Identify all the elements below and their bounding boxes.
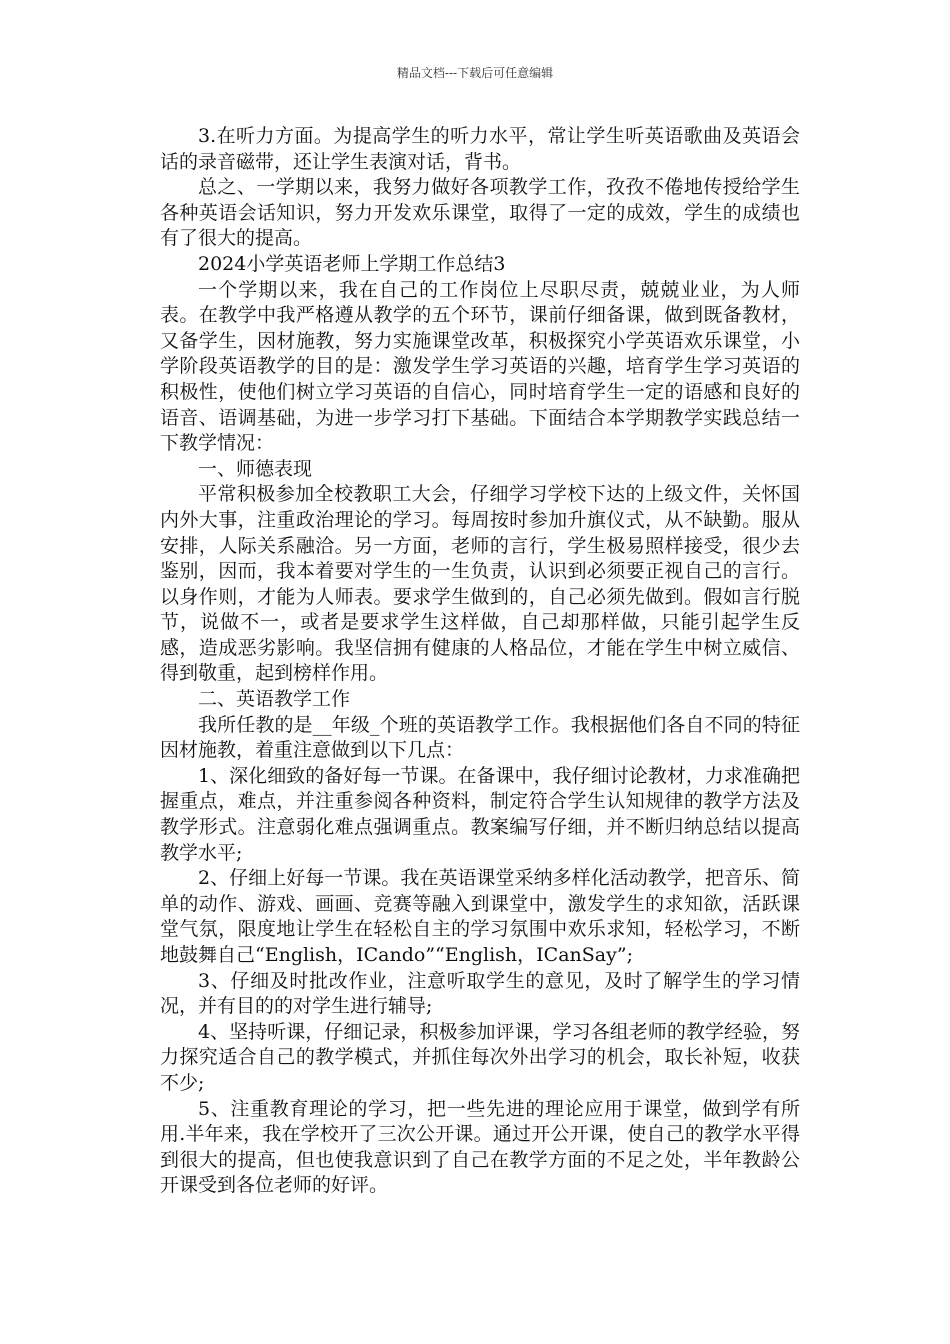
list-item-4: 4、坚持听课，仔细记录，积极参加评课，学习各组老师的教学经验，努力探究适合自己的教学模式，并抓住每次外出学习的机会，取长补短，收获不少; — [160, 1020, 800, 1094]
list-item-1: 1、深化细致的备好每一节课。在备课中，我仔细讨论教材，力求准确把握重点，难点，并注重参阅各种资料，制定符合学生认知规律的教学方法及教学形式。注意弱化难点强调重点。教案编写仔细，并不断归纳总结以提高教学水平; — [160, 764, 800, 864]
heading-ethics: 一、师德表现 — [198, 457, 313, 480]
paragraph-listening: 3.在听力方面。为提高学生的听力水平，常让学生听英语歌曲及英语会话的录音磁带，还让学生表演对话，背书。 — [160, 125, 800, 173]
document-body — [160, 124, 800, 1199]
list-item-2: 2、仔细上好每一节课。我在英语课堂采纳多样化活动教学，把音乐、简单的动作、游戏、画画、竞赛等融入到课堂中，激发学生的求知欲，活跃课堂气氛，限度地让学生在轻松自主的学习氛围中欢乐求知，轻松学习，不断地鼓舞自己“English，ICando”“English，ICanSay”; — [160, 867, 800, 966]
paragraph-ethics: 平常积极参加全校教职工大会，仔细学习学校下达的上级文件，关怀国内外大事，注重政治理论的学习。每周按时参加升旗仪式，从不缺勤。服从安排，人际关系融洽。另一方面，老师的言行，学生极易照样接受，很少去鉴别，因而，我本着要对学生的一生负责，认识到必须要正视自己的言行。以身作则，才能为人师表。要求学生做到的，自己必须先做到。假如言行脱节，说做不一，或者是要求学生这样做，自己却那样做，只能引起学生反感，造成恶劣影响。我坚信拥有健康的人格品位，才能在学生中树立威信、得到敬重，起到榜样作用。 — [160, 483, 800, 685]
paragraph-intro: 一个学期以来，我在自己的工作岗位上尽职尽责，兢兢业业，为人师表。在教学中我严格遵从教学的五个环节，课前仔细备课，做到既备教材，又备学生，因材施教，努力实施课堂改革，积极探究小学英语欢乐课堂，小学阶段英语教学的目的是：激发学生学习英语的兴趣，培育学生学习英语的积极性，使他们树立学习英语的自信心，同时培育学生一定的语感和良好的语音、语调基础，为进一步学习打下基础。下面结合本学期教学实践总结一下教学情况： — [160, 278, 800, 455]
heading-teaching: 二、英语教学工作 — [198, 688, 351, 711]
list-item-5: 5、注重教育理论的学习，把一些先进的理论应用于课堂，做到学有所用.半年来，我在学校开了三次公开课。通过开公开课，使自己的教学水平得到很大的提高，但也使我意识到了自己在教学方面的不足之处，半年教龄公开课受到各位老师的好评。 — [160, 1097, 800, 1197]
page-header: 精品文档---下载后可任意编辑 — [396, 66, 554, 80]
section-title: 2024小学英语老师上学期工作总结3 — [198, 252, 506, 275]
list-item-3: 3、仔细及时批改作业，注意听取学生的意见，及时了解学生的学习情况，并有目的的对学生进行辅导; — [160, 969, 800, 1018]
paragraph-teaching-intro: 我所任教的是__年级_个班的英语教学工作。我根据他们各自不同的特征因材施教，着重注意做到以下几点： — [160, 713, 800, 762]
paragraph-summary: 总之、一学期以来，我努力做好各项教学工作，孜孜不倦地传授给学生各种英语会话知识，努力开发欢乐课堂，取得了一定的成效，学生的成绩也有了很大的提高。 — [160, 176, 800, 250]
